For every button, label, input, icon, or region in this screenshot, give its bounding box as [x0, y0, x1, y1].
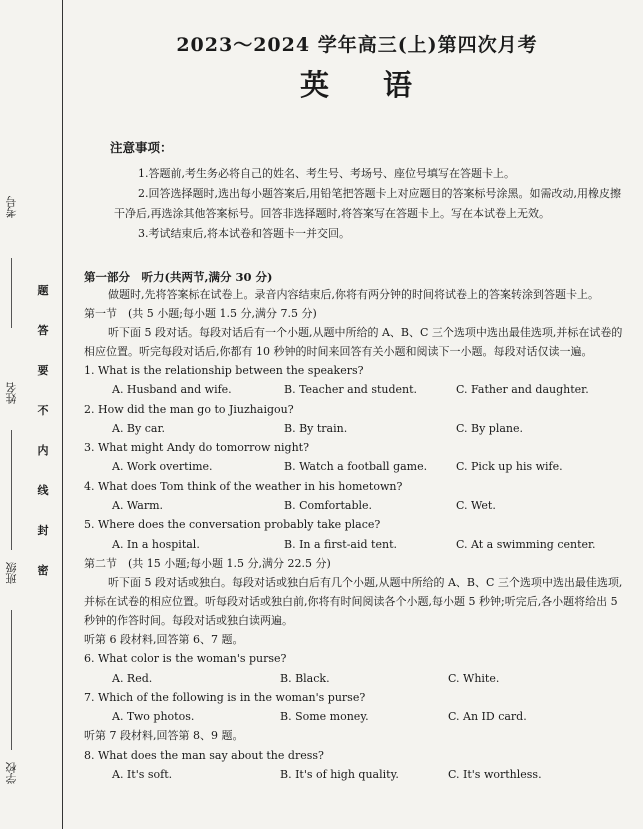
- name-line: [11, 430, 12, 550]
- question-text: 4. What does Tom think of the weather in his hometown?: [84, 479, 403, 493]
- question-5: [84, 515, 630, 554]
- options: [84, 380, 630, 399]
- notice-item-3: 3.考试结束后,将本试卷和答题卡一并交回。: [138, 227, 350, 240]
- seal-char: 题: [37, 284, 49, 297]
- option-c: C. Father and daughter.: [456, 383, 589, 397]
- option-b: B. Black.: [280, 671, 330, 685]
- question-7: [84, 688, 630, 727]
- section1-heading: 第一节 (共 5 小题;每小题 1.5 分,满分 7.5 分): [84, 307, 317, 320]
- option-a: A. It's soft.: [112, 768, 173, 782]
- section2-intro: 听下面 5 段对话或独白。每段对话或独白后有几个小题,从题中所给的 A、B、C 三个选项中选出最佳选项,并标在试卷的相应位置。听每段对话或独白前,你将有时间阅读各个小题,每小题 5 秒钟;听完后,各小题将给出 5 秒钟的作答时间。每段对话或独白读两遍。: [84, 575, 623, 627]
- option-b: B. Watch a football game.: [284, 460, 428, 474]
- exam-number-label: 考号: [5, 196, 18, 218]
- class-label: 班级: [5, 562, 18, 584]
- seal-char: 不: [37, 404, 49, 417]
- options: [84, 765, 630, 784]
- question-6: [84, 649, 630, 688]
- option-a: A. Red.: [112, 671, 153, 685]
- option-c: C. At a swimming center.: [456, 537, 596, 551]
- class-line: [11, 610, 12, 750]
- exam-number-line: [11, 258, 12, 328]
- option-c: C. White.: [448, 671, 500, 685]
- option-a: A. By car.: [112, 421, 165, 435]
- material-6-instruction: 听第 6 段材料,回答第 6、7 题。: [84, 632, 244, 646]
- option-c: C. An ID card.: [448, 710, 527, 724]
- option-a: A. Warm.: [112, 499, 164, 513]
- options: [84, 457, 630, 476]
- option-b: B. Teacher and student.: [284, 383, 418, 397]
- seal-line-text: [36, 282, 50, 602]
- exam-title: 2023～2024 学年高三(上)第四次月考: [176, 34, 538, 56]
- option-b: B. Comfortable.: [284, 499, 373, 513]
- seal-char: 答: [37, 324, 49, 337]
- question-text: 8. What does the man say about the dress?: [84, 748, 324, 762]
- question-8: [84, 746, 630, 785]
- option-a: A. Work overtime.: [112, 460, 213, 474]
- option-c: C. Wet.: [456, 499, 496, 513]
- option-a: A. In a hospital.: [112, 537, 200, 551]
- option-b: B. Some money.: [280, 710, 369, 724]
- material-7-instruction: 听第 7 段材料,回答第 8、9 题。: [84, 729, 244, 743]
- notice-item-2: 2.回答选择题时,选出每小题答案后,用铅笔把答题卡上对应题目的答案标号涂黑。如需改动,用橡皮擦干净后,再选涂其他答案标号。回答非选择题时,将答案写在答题卡上。写在本试卷上无效。: [114, 187, 621, 220]
- exam-page: [84, 30, 630, 784]
- binding-margin: [0, 0, 63, 829]
- question-text: 6. What color is the woman's purse?: [84, 652, 287, 666]
- seal-char: 内: [37, 444, 49, 457]
- option-a: A. Husband and wife.: [112, 383, 232, 397]
- section1-intro: 听下面 5 段对话。每段对话后有一个小题,从题中所给的 A、B、C 三个选项中选出最佳选项,并标在试卷的相应位置。听完每段对话后,你都有 10 秒钟的时间来回答有关小题和阅读下一小题。每段对话仅读一遍。: [84, 326, 623, 358]
- option-b: B. It's of high quality.: [280, 768, 399, 782]
- options: [84, 707, 630, 726]
- option-a: A. Two photos.: [112, 710, 195, 724]
- question-text: 1. What is the relationship between the speakers?: [84, 364, 364, 377]
- part1-heading: 第一部分 听力(共两节,满分 30 分): [84, 270, 273, 284]
- part1-intro: 做题时,先将答案标在试卷上。录音内容结束后,你将有两分钟的时间将试卷上的答案转涂到答题卡上。: [108, 288, 599, 301]
- question-text: 7. Which of the following is in the woman's purse?: [84, 690, 366, 704]
- notice-item-1: 1.答题前,考生务必将自己的姓名、考生号、考场号、座位号填写在答题卡上。: [138, 167, 515, 180]
- option-c: C. Pick up his wife.: [456, 460, 563, 474]
- option-c: C. It's worthless.: [448, 768, 542, 782]
- question-text: 5. Where does the conversation probably take place?: [84, 518, 381, 532]
- seal-char: 线: [37, 484, 49, 497]
- question-3: [84, 438, 630, 477]
- options: [84, 496, 630, 515]
- name-label: 姓名: [5, 382, 18, 404]
- seal-char: 要: [37, 364, 49, 377]
- subject-title: 英 语: [299, 68, 435, 102]
- option-c: C. By plane.: [456, 421, 524, 435]
- seal-char: 封: [37, 524, 49, 537]
- question-text: 2. How did the man go to Jiuzhaigou?: [84, 402, 294, 416]
- seal-char: 密: [37, 564, 49, 577]
- question-4: [84, 477, 630, 516]
- options: [84, 419, 630, 438]
- section2-heading: 第二节 (共 15 小题;每小题 1.5 分,满分 22.5 分): [84, 556, 331, 570]
- question-1: [84, 361, 630, 400]
- options: [84, 669, 630, 688]
- option-b: B. By train.: [284, 421, 348, 435]
- question-text: 3. What might Andy do tomorrow night?: [84, 441, 309, 455]
- notice-heading: 注意事项：: [110, 140, 173, 155]
- question-2: [84, 400, 630, 439]
- options: [84, 535, 630, 554]
- school-label: 学校: [5, 762, 18, 784]
- option-b: B. In a first-aid tent.: [284, 537, 397, 551]
